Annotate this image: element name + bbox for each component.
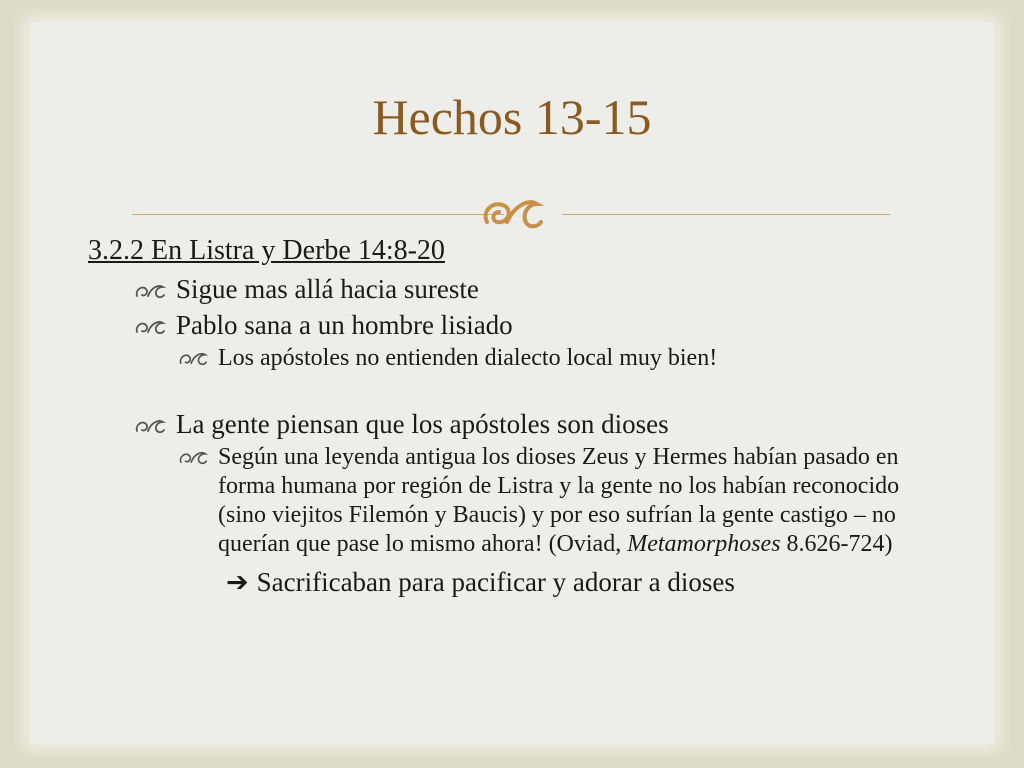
- slide: [30, 22, 994, 744]
- bullet-item: [88, 274, 948, 304]
- arrow-item: [88, 567, 948, 597]
- swirl-bullet-icon: [134, 282, 166, 300]
- bullet-text-italic: Metamorphoses: [627, 531, 781, 557]
- slide-content: [88, 234, 948, 597]
- bullet-text: Sigue mas allá hacia sureste: [176, 274, 479, 304]
- bullet-text-after: 8.626-724): [780, 531, 893, 557]
- bullet-text: Pablo sana a un hombre lisiado: [176, 310, 513, 340]
- slide-title: Hechos 13-15: [372, 89, 652, 145]
- swirl-bullet-icon: [134, 318, 166, 336]
- bullet-text-before: Según una leyenda antigua los dioses Zeus y Hermes habían pasado en forma humana por región de Listra y la gente no los habían reconocido (sino viejitos Filemón y Baucis) y por eso sufrían la gente castigo – no querían que pase lo mismo ahora! (Oviad,: [218, 444, 900, 557]
- right-arrow-icon: ➔: [226, 567, 249, 597]
- sub-bullet-item: [88, 344, 948, 373]
- arrow-item-text: Sacrificaban para pacificar y adorar a dioses: [256, 567, 735, 597]
- swirl-bullet-icon: [134, 417, 166, 435]
- sub-bullet-item: [88, 443, 918, 559]
- bullet-item: [88, 409, 948, 439]
- swirl-bullet-icon: [178, 449, 208, 466]
- bullet-text: Los apóstoles no entienden dialecto local muy bien!: [218, 345, 718, 371]
- bullet-item: [88, 310, 948, 340]
- title-divider-left: [132, 214, 504, 215]
- title-divider-right: [562, 214, 890, 215]
- section-heading: 3.2.2 En Listra y Derbe 14:8-20: [88, 235, 445, 266]
- spacer: [88, 373, 948, 403]
- swirl-ornament-icon: [477, 192, 547, 236]
- swirl-bullet-icon: [178, 350, 208, 367]
- bullet-text: La gente piensan que los apóstoles son dioses: [176, 409, 669, 439]
